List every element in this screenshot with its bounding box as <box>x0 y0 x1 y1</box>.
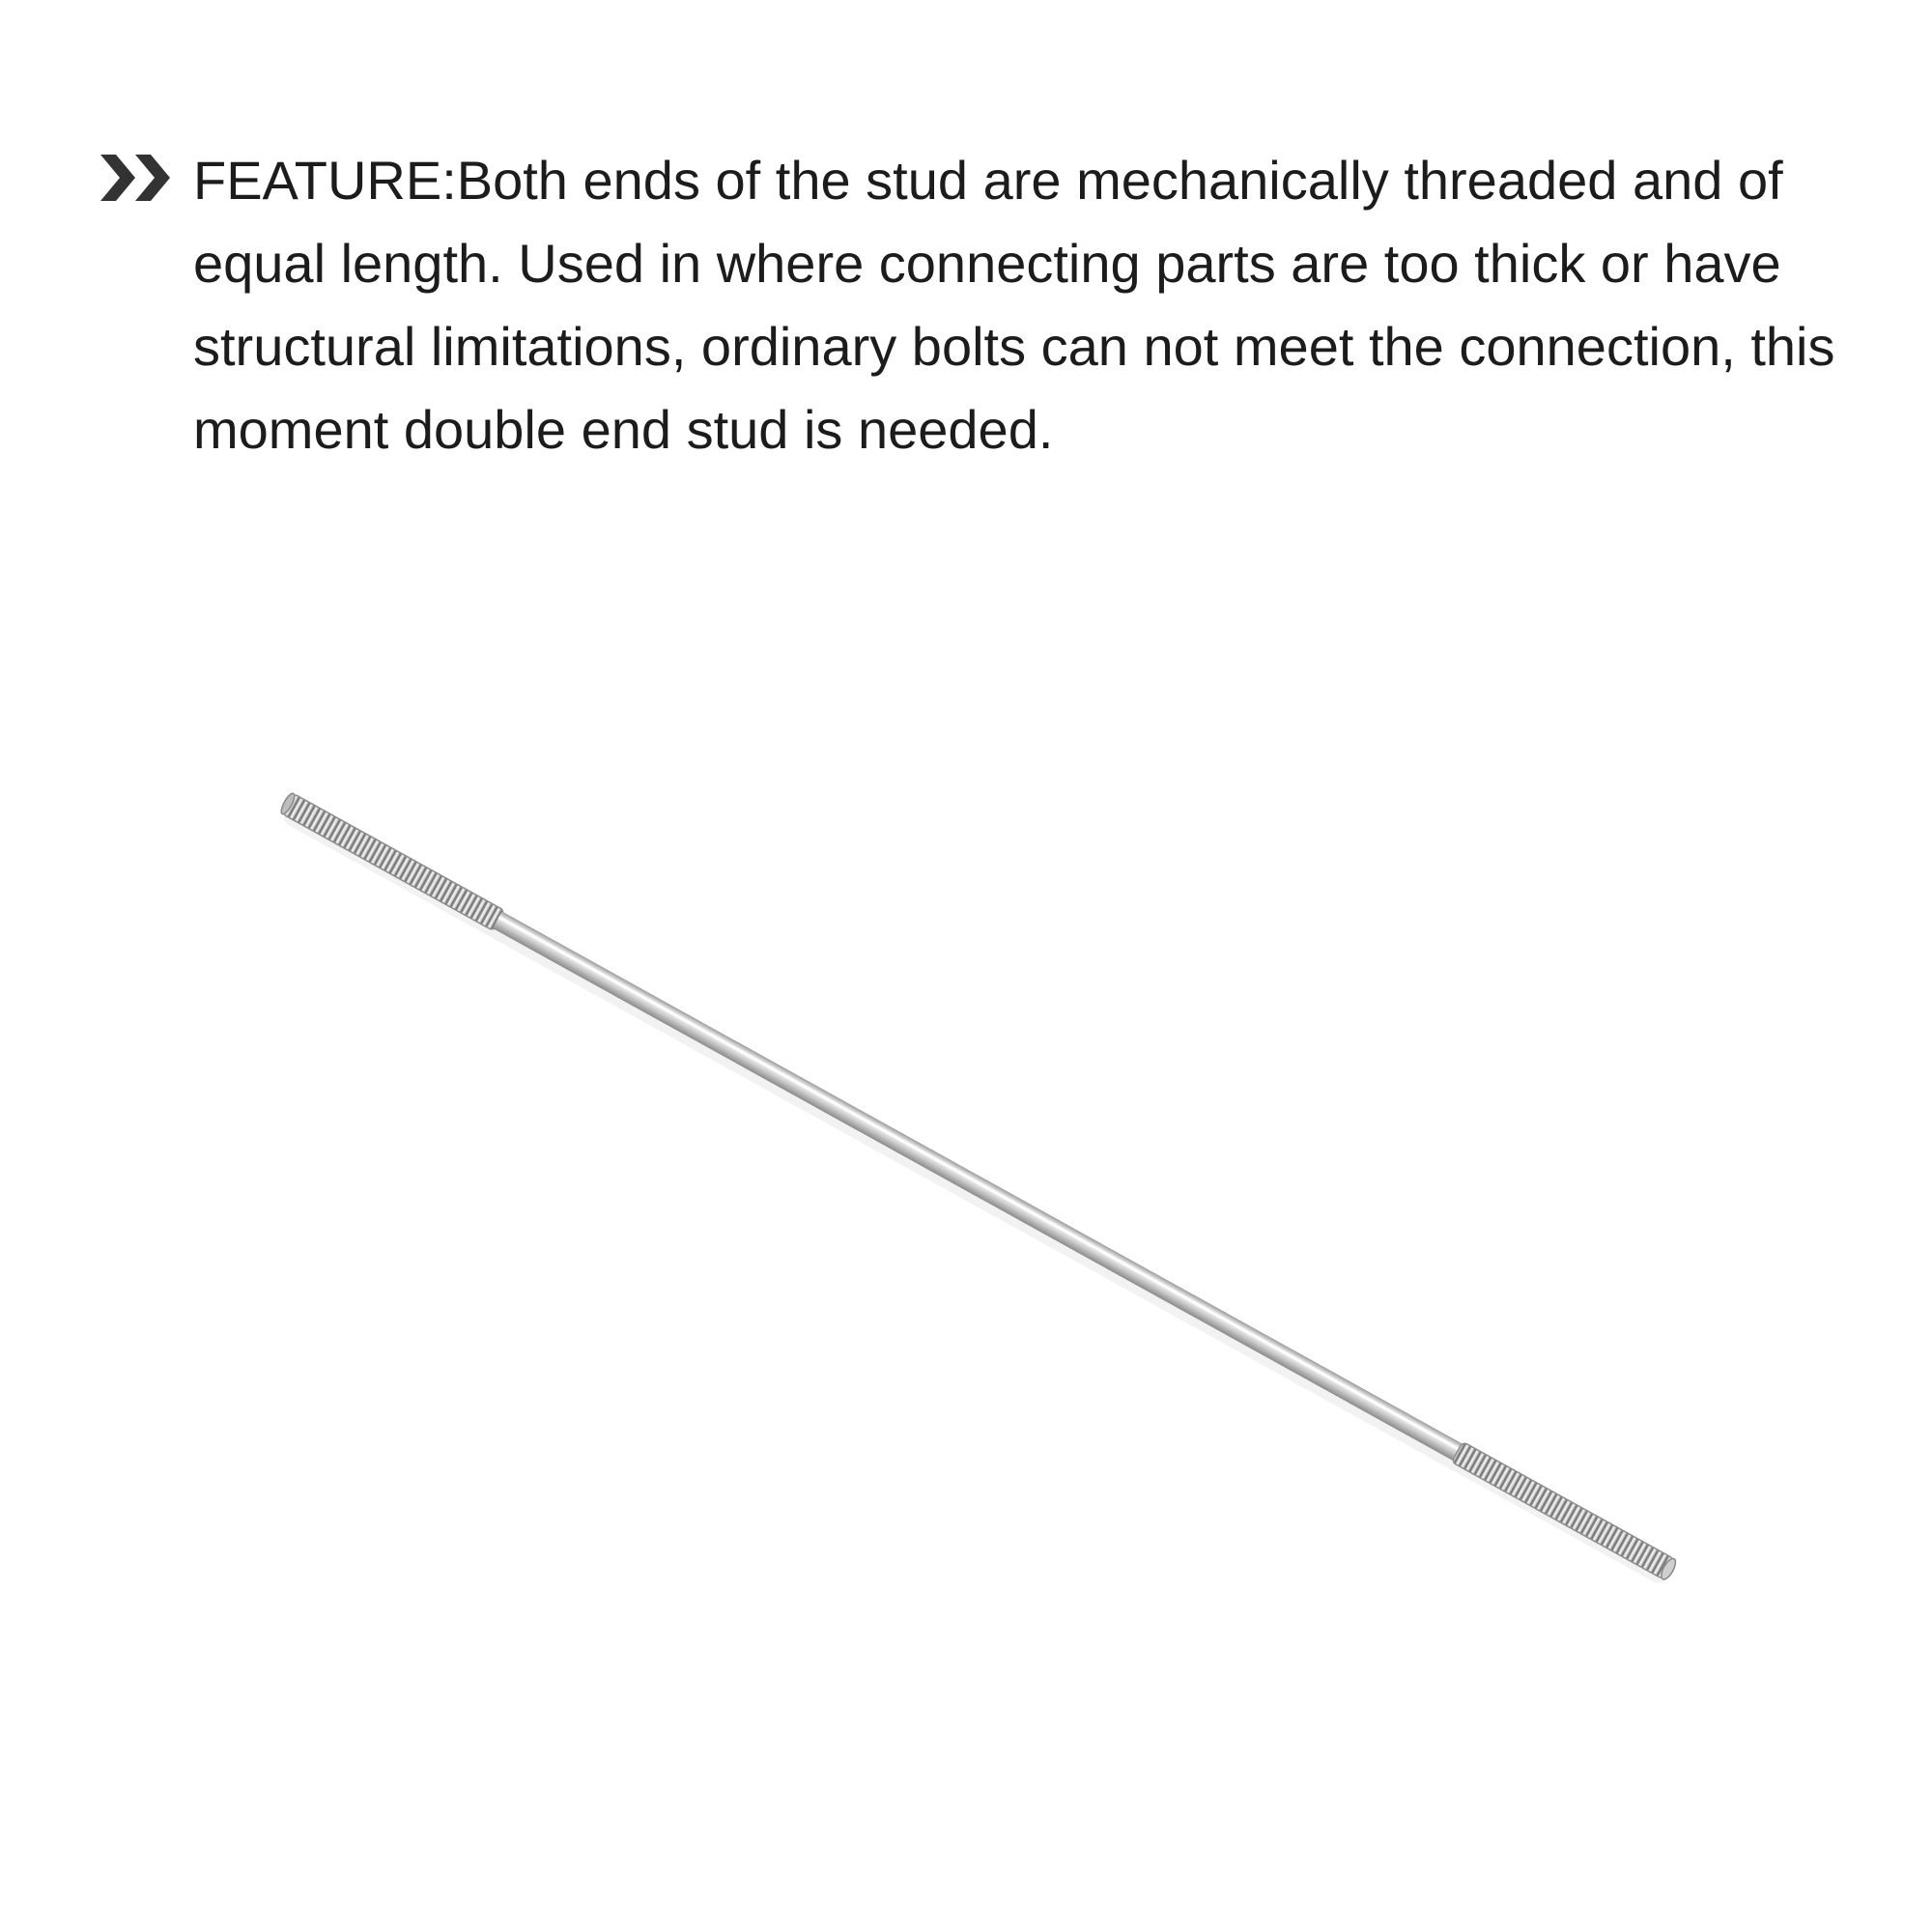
feature-description: FEATURE:Both ends of the stud are mechanically threaded and of equal length. Used in where connecting parts are too thick or have structural limitations, ordinary bolts can not meet the connection, this moment double end stud is needed. <box>193 150 1835 460</box>
double-chevron-right-icon <box>100 155 178 201</box>
feature-section <box>0 0 1932 502</box>
right-thread <box>1452 1441 1674 1578</box>
double-end-stud-icon <box>0 580 1932 1739</box>
left-thread <box>282 794 504 931</box>
product-image <box>0 580 1932 1739</box>
